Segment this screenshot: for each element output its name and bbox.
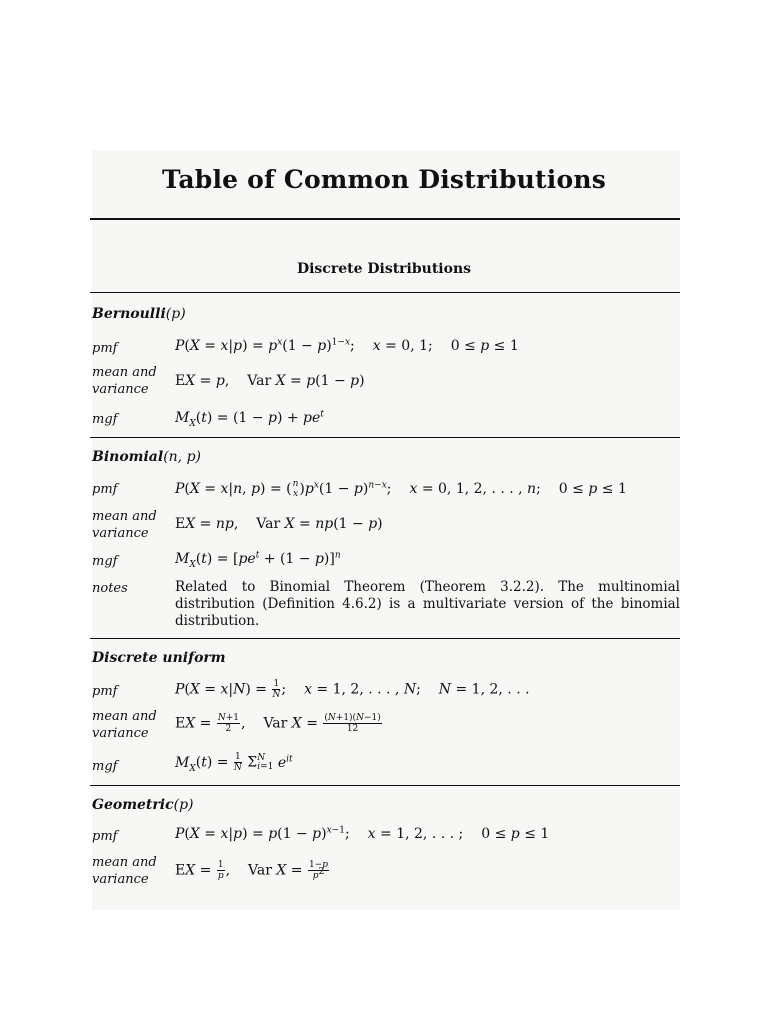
section-rule (90, 292, 680, 293)
distribution-name: Binomial(n, p) (92, 449, 202, 465)
mean-variance-formula: EX = np, Var X = np(1 − p) (175, 516, 383, 532)
divider (90, 785, 680, 786)
mgf-label: mgf (92, 554, 118, 569)
mgf-label: mgf (92, 759, 118, 774)
pmf-formula: P(X = x|n, p) = ( n x )$p^x(1 - p)^{n-x}$; x = 0, 1, 2, . . . , n; 0 ≤ p ≤ 1 (175, 479, 627, 499)
section-title: Discrete Distributions (296, 261, 472, 277)
notes-label: notes (92, 581, 128, 596)
pmf-label: pmf (92, 684, 118, 699)
pmf-label: pmf (92, 341, 118, 356)
mean-variance-formula: EX = p, Var X = p(1 − p) (175, 373, 365, 389)
mgf-formula: $M_X(t) = (1 - p) + pe^t$ (175, 409, 324, 429)
mean-variance-formula: EX = $\frac{N+1}{2}$ , Var X = $\frac{(N+1)(N-1)}{12}$ (175, 713, 381, 734)
notes-text: Related to Binomial Theorem (Theorem 3.2.2). The multinomial distribution (Definition 4.6.2) is a multivariate version of the binomial distribution. (175, 579, 680, 629)
title-rule (90, 218, 680, 220)
mgf-label: mgf (92, 412, 118, 427)
pmf-label: pmf (92, 482, 118, 497)
pmf-formula: P(X = x|N) = $\frac{1}{N}$ ; x = 1, 2, . . . , N; N = 1, 2, . . . (175, 679, 530, 700)
pmf-formula: $P(X = x|p) = p^x(1 - p)^{1-x}$; x = 0, 1; 0 ≤ p ≤ 1 (175, 337, 519, 354)
mgf-formula: $M_X(t) = [pe^t + (1 - p)]^n$ (175, 550, 341, 570)
mgf-formula: $M_X(t)$ = $\frac{1}{N}$ Σ N i=1 $e^{it}$ (175, 752, 293, 774)
pmf-formula: $P(X = x|p) = p(1 - p)^{x-1}$; x = 1, 2, . . . ; 0 ≤ p ≤ 1 (175, 825, 550, 842)
page-title: Table of Common Distributions (161, 165, 607, 194)
pmf-label: pmf (92, 829, 118, 844)
mean-variance-label: mean and variance (92, 855, 157, 887)
divider (90, 437, 680, 438)
distribution-name: Bernoulli(p) (92, 306, 186, 322)
divider (90, 638, 680, 639)
distribution-name: Geometric(p) (92, 797, 194, 813)
mean-variance-label: mean and variance (92, 709, 157, 741)
mean-variance-formula: EX = $\frac{1}{p}$ , Var X = $\frac{1-p}{p^2}$ (175, 860, 329, 881)
mean-variance-label: mean and variance (92, 365, 157, 397)
distribution-name: Discrete uniform (92, 650, 226, 666)
mean-variance-label: mean and variance (92, 509, 157, 541)
